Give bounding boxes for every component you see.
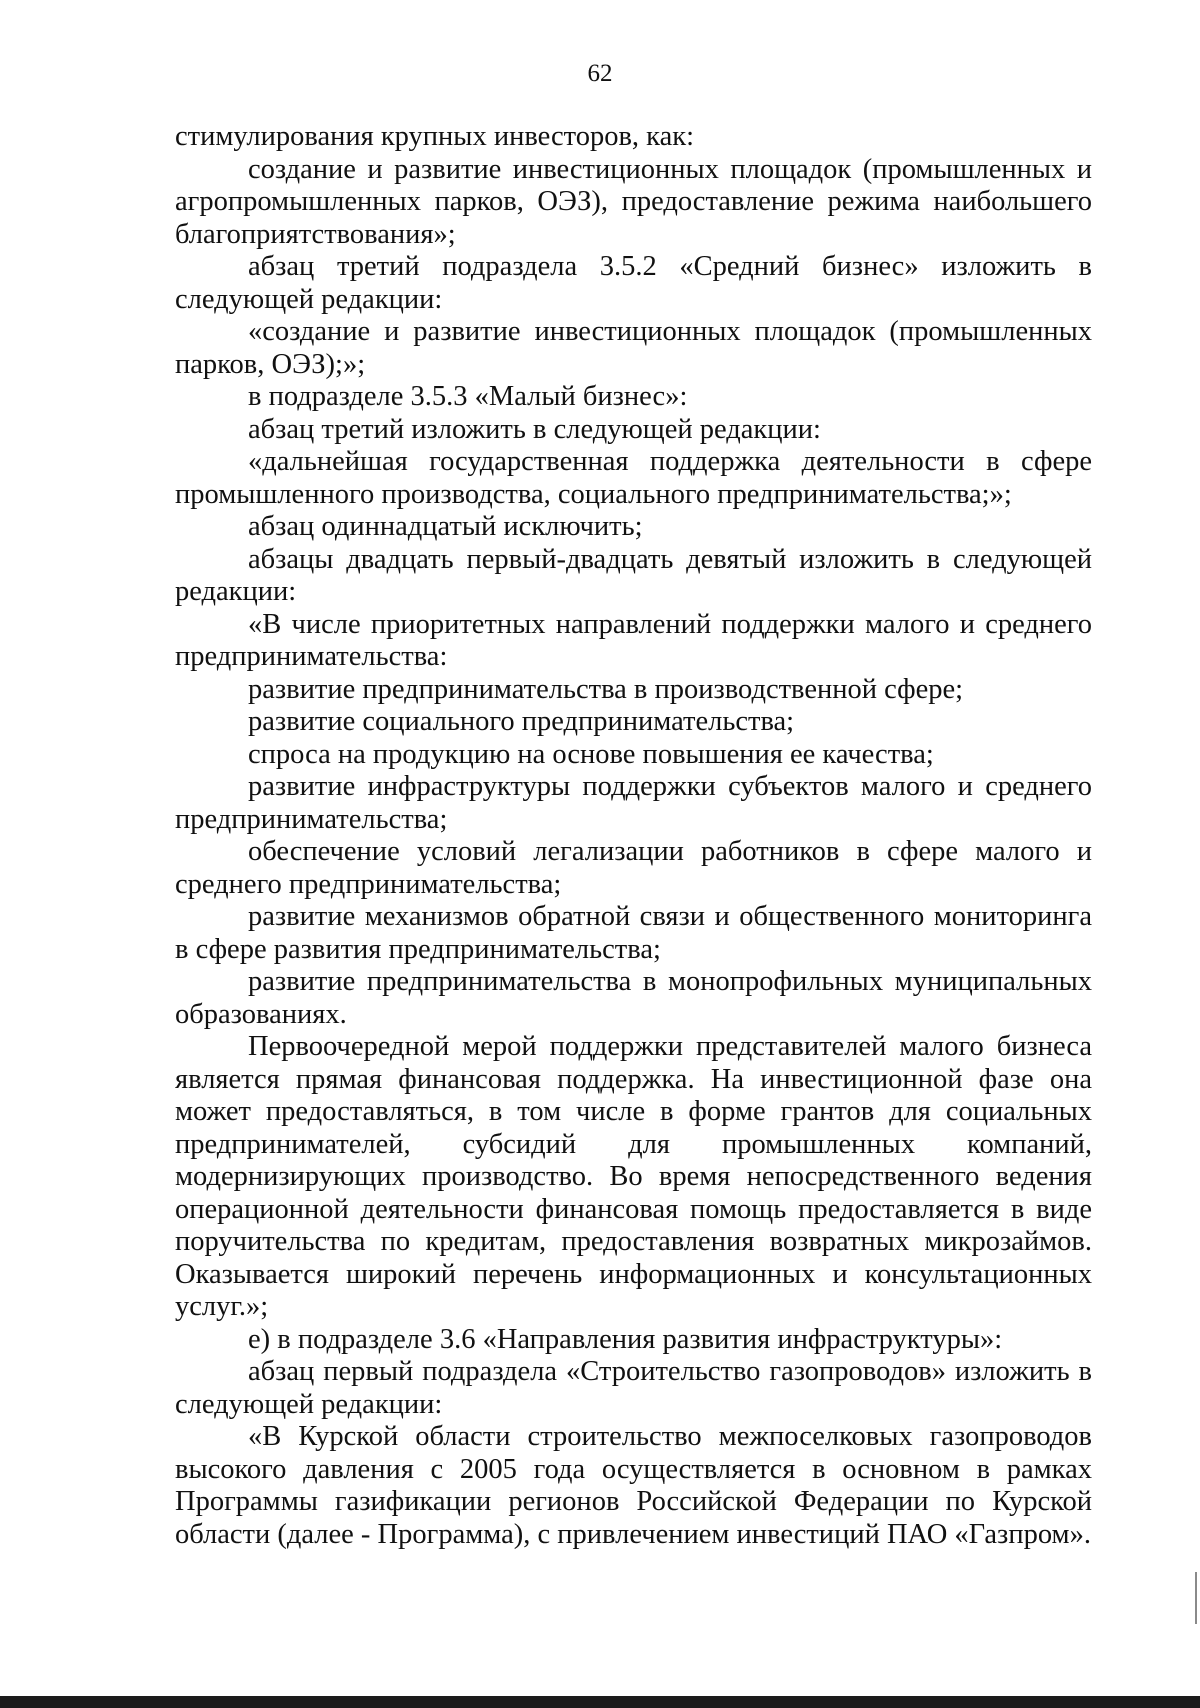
paragraph: «В числе приоритетных направлений поддержки малого и среднего предпринимательства: [175, 608, 1092, 672]
paragraph: абзац третий изложить в следующей редакции: [248, 413, 821, 445]
paragraph: в подразделе 3.5.3 «Малый бизнес»: [248, 381, 688, 412]
paragraph: развитие механизмов обратной связи и общественного мониторинга в сфере развития предпринимательства; [175, 901, 1092, 965]
paragraph: абзацы двадцать первый-двадцать девятый изложить в следующей редакции: [175, 543, 1092, 607]
paragraph: стимулирования крупных инвесторов, как: [175, 121, 694, 152]
paragraph: развитие инфраструктуры поддержки субъектов малого и среднего предпринимательства; [175, 771, 1092, 835]
paragraph: обеспечение условий легализации работников в сфере малого и среднего предпринимательства; [175, 836, 1092, 900]
paragraph: «В Курской области строительство межпоселковых газопроводов высокого давления с 2005 года осуществляется в основном в рамках Программы газификации регионов Российской Федерации по Курской области (далее - Программа), с привлечением инвестиций ПАО «Газпром». [175, 1421, 1092, 1550]
paragraph: е) в подразделе 3.6 «Направления развития инфраструктуры»: [248, 1323, 1003, 1355]
paragraph: абзац первый подраздела «Строительство газопроводов» изложить в следующей редакции: [175, 1356, 1092, 1420]
paragraph: создание и развитие инвестиционных площадок (промышленных и агропромышленных парков, ОЭЗ), предоставление режима наибольшего благоприятствования»; [175, 153, 1092, 250]
paragraph: развитие социального предпринимательства; [248, 706, 795, 737]
paragraph: «создание и развитие инвестиционных площадок (промышленных парков, ОЭЗ);»; [175, 316, 1092, 380]
paragraph: «дальнейшая государственная поддержка деятельности в сфере промышленного производства, социального предпринимательства;»; [175, 446, 1092, 510]
paragraph: абзац одиннадцатый исключить; [248, 511, 643, 542]
scan-margin-mark [1195, 1572, 1197, 1624]
paragraph: развитие предпринимательства в производственной сфере; [248, 673, 964, 705]
page-number: 62 [587, 60, 613, 87]
paragraph: спроса на продукцию на основе повышения ее качества; [248, 738, 934, 770]
paragraph: Первоочередной мерой поддержки представителей малого бизнеса является прямая финансовая поддержка. На инвестиционной фазе она может предоставляться, в том числе в форме грантов для социальных предпринимателей, субсидий для промышленных компаний, модернизирующих производство. Во время непосредственного ведения операционной деятельности финансовая помощь предоставляется в виде поручительства по кредитам, предоставления возвратных микрозаймов. Оказывается широкий перечень информационных и консультационных услуг.»; [175, 1031, 1092, 1322]
paragraph: абзац третий подраздела 3.5.2 «Средний бизнес» изложить в следующей редакции: [175, 251, 1092, 315]
paragraph: развитие предпринимательства в монопрофильных муниципальных образованиях. [175, 966, 1092, 1030]
scan-bottom-edge [0, 1696, 1200, 1708]
document-body [175, 121, 1092, 1551]
